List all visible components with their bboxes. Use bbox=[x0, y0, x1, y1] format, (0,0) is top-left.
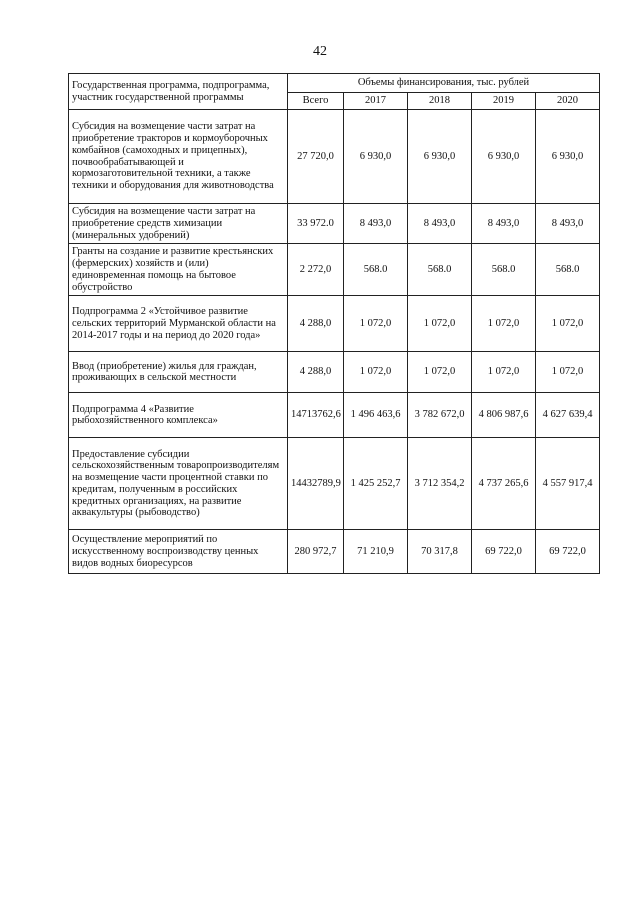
row-value-2018: 568.0 bbox=[408, 244, 472, 296]
row-value-2018: 3 712 354,2 bbox=[408, 438, 472, 530]
row-value-2017: 8 493,0 bbox=[344, 204, 408, 244]
row-value-2020: 8 493,0 bbox=[536, 204, 600, 244]
table-row bbox=[69, 110, 600, 204]
row-value-2019: 1 072,0 bbox=[472, 296, 536, 352]
header-program-name: Государственная программа, подпрограмма, участник государственной программы bbox=[69, 74, 288, 110]
row-value-total: 4 288,0 bbox=[288, 296, 344, 352]
row-value-total: 2 272,0 bbox=[288, 244, 344, 296]
page-number: 42 bbox=[313, 44, 327, 59]
row-value-2019: 4 806 987,6 bbox=[472, 393, 536, 438]
table-row bbox=[69, 438, 600, 530]
row-value-2020: 6 930,0 bbox=[536, 110, 600, 204]
row-name: Гранты на создание и развитие крестьянских (фермерских) хозяйств и (или) единовременная помощь на бытовое обустройство bbox=[69, 244, 288, 296]
row-value-2018: 8 493,0 bbox=[408, 204, 472, 244]
row-value-total: 4 288,0 bbox=[288, 352, 344, 393]
row-value-2017: 1 072,0 bbox=[344, 296, 408, 352]
row-value-2017: 71 210,9 bbox=[344, 530, 408, 574]
row-value-2017: 1 425 252,7 bbox=[344, 438, 408, 530]
row-name: Предоставление субсидии сельскохозяйственным товаропроизводителям на возмещение части процентной ставки по кредитам, полученным в российских кредитных организациях, на развитие аквакультуры (рыбоводство) bbox=[69, 438, 288, 530]
row-value-2019: 1 072,0 bbox=[472, 352, 536, 393]
table-row bbox=[69, 530, 600, 574]
row-name: Субсидия на возмещение части затрат на приобретение тракторов и кормоуборочных комбайнов (самоходных и прицепных), почвообрабатывающей и кормозаготовительной техники, а также техники и оборудования для животноводства bbox=[69, 110, 288, 204]
row-value-2019: 6 930,0 bbox=[472, 110, 536, 204]
header-row bbox=[69, 74, 600, 93]
row-name: Ввод (приобретение) жилья для граждан, проживающих в сельской местности bbox=[69, 352, 288, 393]
funding-table bbox=[68, 73, 600, 574]
row-value-total: 27 720,0 bbox=[288, 110, 344, 204]
row-value-2019: 568.0 bbox=[472, 244, 536, 296]
row-value-2017: 6 930,0 bbox=[344, 110, 408, 204]
row-value-2019: 4 737 265,6 bbox=[472, 438, 536, 530]
row-value-2020: 4 627 639,4 bbox=[536, 393, 600, 438]
header-col-2020: 2020 bbox=[536, 93, 600, 110]
row-value-2018: 70 317,8 bbox=[408, 530, 472, 574]
table-row bbox=[69, 204, 600, 244]
table-row bbox=[69, 393, 600, 438]
header-col-2019: 2019 bbox=[472, 93, 536, 110]
row-name: Подпрограмма 4 «Развитие рыбохозяйственного комплекса» bbox=[69, 393, 288, 438]
row-name: Субсидия на возмещение части затрат на приобретение средств химизации (минеральных удобрений) bbox=[69, 204, 288, 244]
row-value-2018: 1 072,0 bbox=[408, 352, 472, 393]
row-value-total: 280 972,7 bbox=[288, 530, 344, 574]
row-value-total: 14432789,9 bbox=[288, 438, 344, 530]
row-value-2017: 1 496 463,6 bbox=[344, 393, 408, 438]
row-value-2020: 568.0 bbox=[536, 244, 600, 296]
table-row bbox=[69, 296, 600, 352]
row-value-2018: 1 072,0 bbox=[408, 296, 472, 352]
row-name: Осуществление мероприятий по искусственному воспроизводству ценных видов водных биоресурсов bbox=[69, 530, 288, 574]
row-value-2017: 568.0 bbox=[344, 244, 408, 296]
header-col-total: Всего bbox=[288, 93, 344, 110]
row-value-2019: 69 722,0 bbox=[472, 530, 536, 574]
row-value-total: 14713762,6 bbox=[288, 393, 344, 438]
header-col-2017: 2017 bbox=[344, 93, 408, 110]
row-value-2020: 69 722,0 bbox=[536, 530, 600, 574]
row-value-2019: 8 493,0 bbox=[472, 204, 536, 244]
row-value-2020: 1 072,0 bbox=[536, 296, 600, 352]
row-value-total: 33 972.0 bbox=[288, 204, 344, 244]
row-value-2018: 6 930,0 bbox=[408, 110, 472, 204]
table-row bbox=[69, 352, 600, 393]
table-row bbox=[69, 244, 600, 296]
header-col-2018: 2018 bbox=[408, 93, 472, 110]
header-funding-volume: Объемы финансирования, тыс. рублей bbox=[288, 74, 600, 93]
row-value-2017: 1 072,0 bbox=[344, 352, 408, 393]
row-value-2020: 1 072,0 bbox=[536, 352, 600, 393]
row-name: Подпрограмма 2 «Устойчивое развитие сельских территорий Мурманской области на 2014-2017 годы и на период до 2020 года» bbox=[69, 296, 288, 352]
row-value-2020: 4 557 917,4 bbox=[536, 438, 600, 530]
row-value-2018: 3 782 672,0 bbox=[408, 393, 472, 438]
